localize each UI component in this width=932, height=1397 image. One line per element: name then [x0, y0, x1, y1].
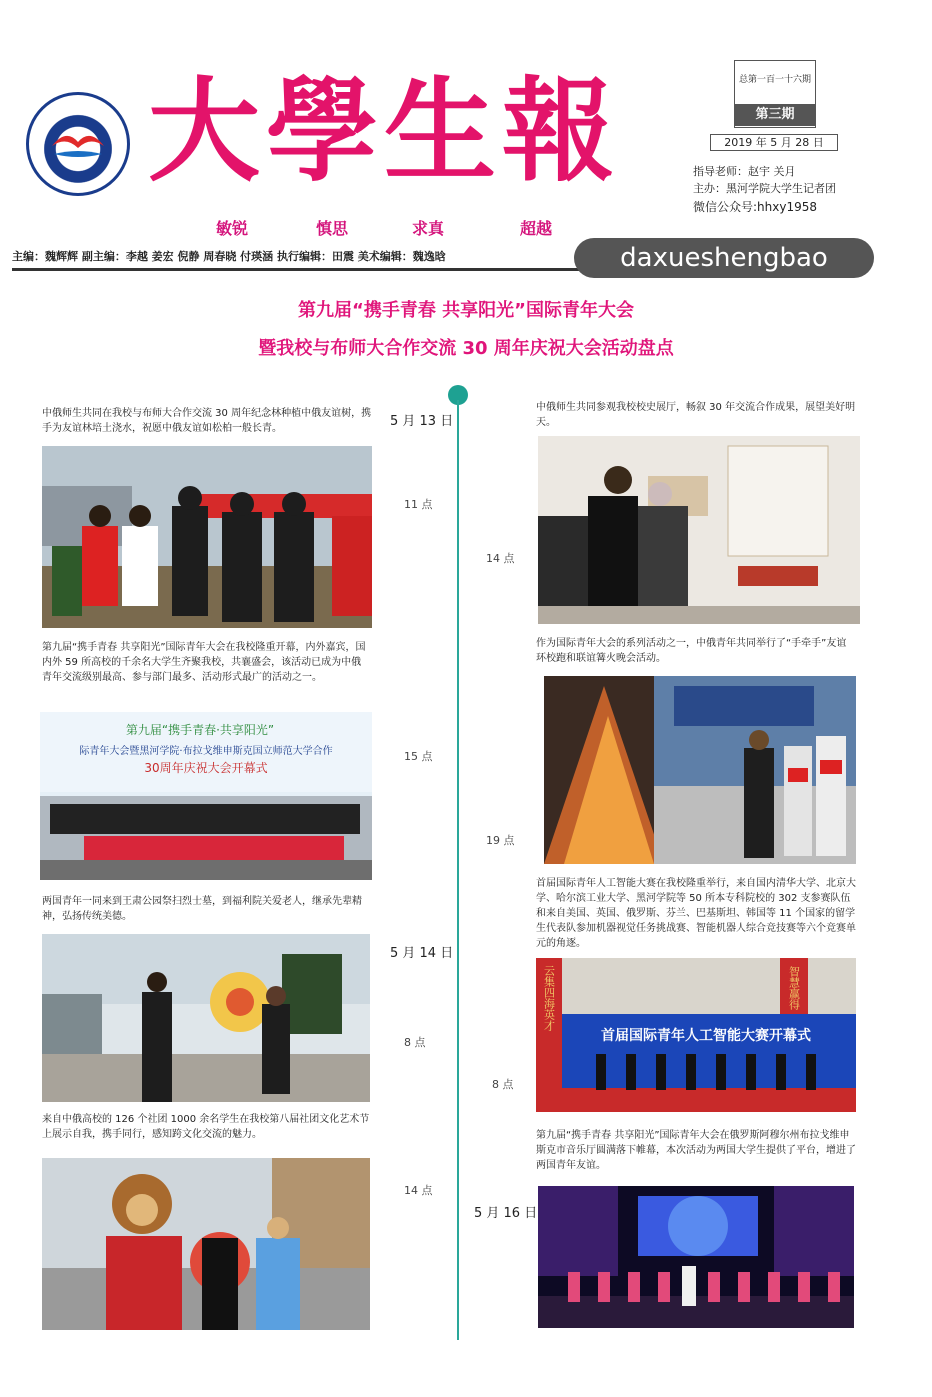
caption-tree-planting: 中俄师生共同在我校与布师大合作交流 30 周年纪念林种植中俄友谊树，携手为友谊林培土浇水，祝愿中俄友谊如松柏一般长青。 [42, 408, 372, 434]
advisors: 指导老师：赵宇 关月 [693, 165, 796, 178]
pinyin-banner: daxueshengbao [574, 238, 874, 278]
sponsor: 主办：黑河学院大学生记者团 [693, 182, 836, 195]
caption-opening: 第九届“携手青春 共享阳光”国际青年大会在我校隆重开幕，内外嘉宾，国内外 59 所高校的千余名大学生齐聚我校，共襄盛会，该活动已成为中俄青年交流级别最高、参与部门最多、活动形式最广的活动之一。 [42, 642, 366, 683]
caption-closing: 第九届“携手青春 共享阳光”国际青年大会在俄罗斯阿穆尔州布拉戈维申斯克市音乐厅圆满落下帷幕，本次活动为两国大学生提供了平台，增进了两国青年友谊。 [536, 1130, 856, 1171]
photo-closing-concert [538, 1186, 854, 1328]
banner-text-3: 30周年庆祝大会开幕式 [144, 761, 268, 775]
time-left-2: 15 点 [404, 750, 433, 763]
editor-credits: 主编：魏辉辉 副主编：李越 姜宏 倪静 周春晓 付瑛涵 执行编辑：田震 美术编辑：魏逸晗 [12, 250, 446, 263]
time-right-2: 19 点 [486, 834, 515, 847]
seagull-icon [48, 118, 108, 166]
banner-right-text: 智慧赢得 [787, 966, 801, 1010]
date-may-16: 5 月 16 日 [474, 1206, 538, 1221]
time-right-1: 14 点 [486, 552, 515, 565]
photo-club-festival [42, 1158, 370, 1330]
time-left-3: 8 点 [404, 1036, 426, 1049]
headline-line-1: 第九届“携手青春 共享阳光”国际青年大会 [298, 300, 634, 321]
wechat-account: 微信公众号:hhxy1958 [693, 200, 817, 214]
header-rule [12, 268, 590, 271]
headline-line-2: 暨我校与布师大合作交流 30 周年庆祝大会活动盘点 [258, 338, 674, 359]
issue-number: 第三期 [734, 104, 816, 126]
caption-bonfire: 作为国际青年大会的系列活动之一，中俄青年共同举行了“手牵手”友谊环校跑和联谊篝火晚会活动。 [536, 638, 847, 664]
photo-memorial [42, 934, 370, 1102]
total-issue: 总第一百一十六期 [738, 75, 811, 85]
photo-tree-planting [42, 446, 372, 628]
date-may-14: 5 月 14 日 [390, 946, 454, 961]
photo-history-hall [538, 436, 860, 624]
banner-text-2: 际青年大会暨黑河学院·布拉戈维申斯克国立师范大学合作 [79, 746, 333, 757]
motto-3: 求真 [412, 219, 445, 238]
motto-1: 敏锐 [216, 219, 249, 238]
photo-bonfire [544, 676, 856, 864]
banner-text-1: 第九届“携手青春·共享阳光” [125, 723, 275, 737]
motto-2: 慎思 [316, 219, 349, 238]
banner-left-text: 云集四海英才 [542, 965, 556, 1031]
caption-club-festival: 来自中俄高校的 126 个社团 1000 余名学生在我校第八届社团文化艺术节上展示自我，携手同行，感知跨文化交流的魅力。 [42, 1114, 370, 1140]
newspaper-title: 大學生報 [148, 66, 620, 197]
date-may-13: 5 月 13 日 [390, 414, 454, 429]
time-left-4: 14 点 [404, 1184, 433, 1197]
motto-4: 超越 [520, 219, 553, 238]
time-right-3: 8 点 [492, 1078, 514, 1091]
caption-ai-contest: 首届国际青年人工智能大赛在我校隆重举行，来自国内清华大学、北京大学、哈尔滨工业大学、黑河学院等 50 所本专科院校的 302 支参赛队伍和来自美国、英国、俄罗斯、芬兰、巴基斯坦、韩国等 11 个国家的留学生代表队参加机器视觉任务挑战赛、智能机器人综合竞技赛等六个竞赛单元的角逐。 [536, 878, 856, 949]
ai-stage-title: 首届国际青年人工智能大赛开幕式 [601, 1028, 811, 1044]
caption-memorial: 两国青年一同来到王肃公园祭扫烈士墓，到福利院关爱老人，继承先辈精神，弘扬传统美德。 [42, 896, 362, 922]
caption-history-hall: 中俄师生共同参观我校校史展厅，畅叙 30 年交流合作成果，展望美好明天。 [536, 402, 856, 428]
issue-date: 2019 年 5 月 28 日 [710, 134, 838, 151]
photo-opening-ceremony [40, 712, 372, 880]
photo-ai-contest [536, 958, 856, 1112]
timeline-line [457, 400, 459, 1340]
time-left-1: 11 点 [404, 498, 433, 511]
